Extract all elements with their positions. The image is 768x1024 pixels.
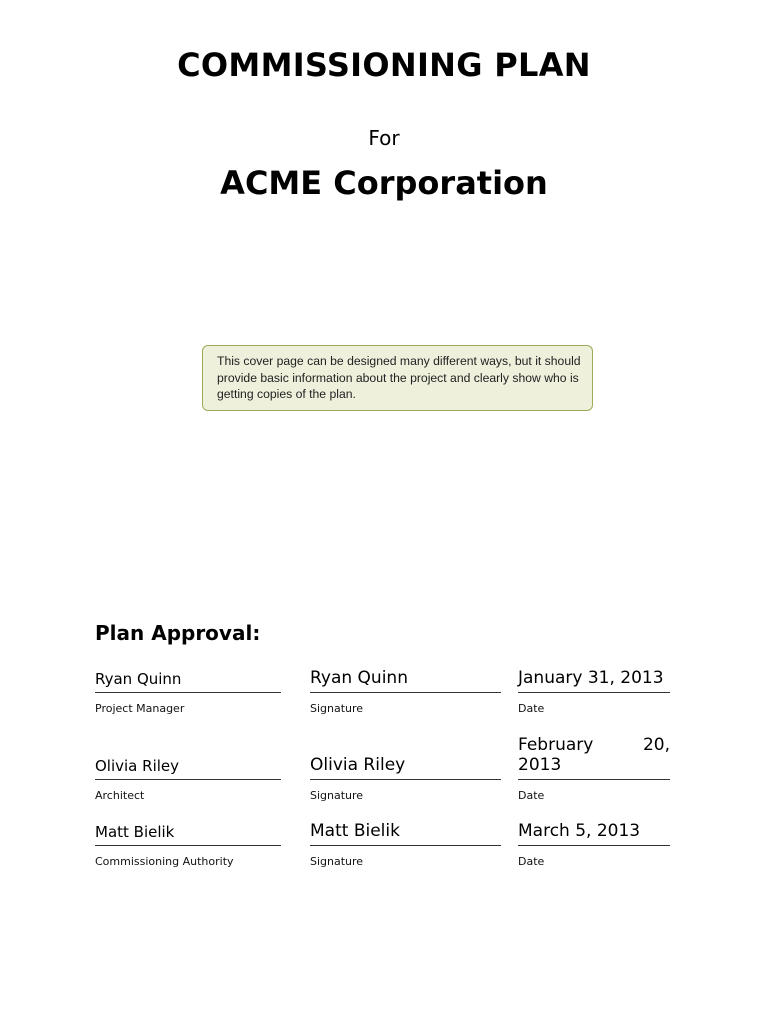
company-name: ACME Corporation: [220, 164, 548, 202]
date-value: February 20, 2013: [518, 735, 670, 775]
role-caption: Project Manager: [95, 702, 185, 715]
signature-field: [310, 745, 501, 780]
approver-name-field: [95, 812, 281, 846]
date-value: March 5, 2013: [518, 821, 641, 841]
date-field: [518, 812, 670, 846]
approver-name-field: [95, 745, 281, 780]
date-field: [518, 730, 670, 780]
cover-page-note: This cover page can be designed many different ways, but it should provide basic information about the project and clearly show who is getting copies of the plan.: [202, 345, 593, 411]
date-field: [518, 660, 670, 693]
signature-caption: Signature: [310, 855, 364, 868]
date-caption: Date: [518, 789, 545, 802]
plan-approval-heading: Plan Approval:: [95, 621, 261, 645]
role-caption: Architect: [95, 789, 145, 802]
approver-name: Matt Bielik: [95, 823, 175, 841]
document-title: COMMISSIONING PLAN: [177, 46, 591, 84]
approver-name-field: [95, 660, 281, 693]
signature-caption: Signature: [310, 702, 364, 715]
signature-field: [310, 660, 501, 693]
signature-field: [310, 812, 501, 846]
signature-caption: Signature: [310, 789, 364, 802]
for-label: For: [368, 126, 400, 150]
date-caption: Date: [518, 702, 545, 715]
signature-value: Matt Bielik: [310, 821, 400, 841]
approver-name: Ryan Quinn: [95, 670, 182, 688]
date-caption: Date: [518, 855, 545, 868]
signature-value: Olivia Riley: [310, 755, 406, 775]
role-caption: Commissioning Authority: [95, 855, 234, 868]
signature-value: Ryan Quinn: [310, 668, 408, 688]
approver-name: Olivia Riley: [95, 757, 180, 775]
date-value: January 31, 2013: [518, 668, 664, 688]
